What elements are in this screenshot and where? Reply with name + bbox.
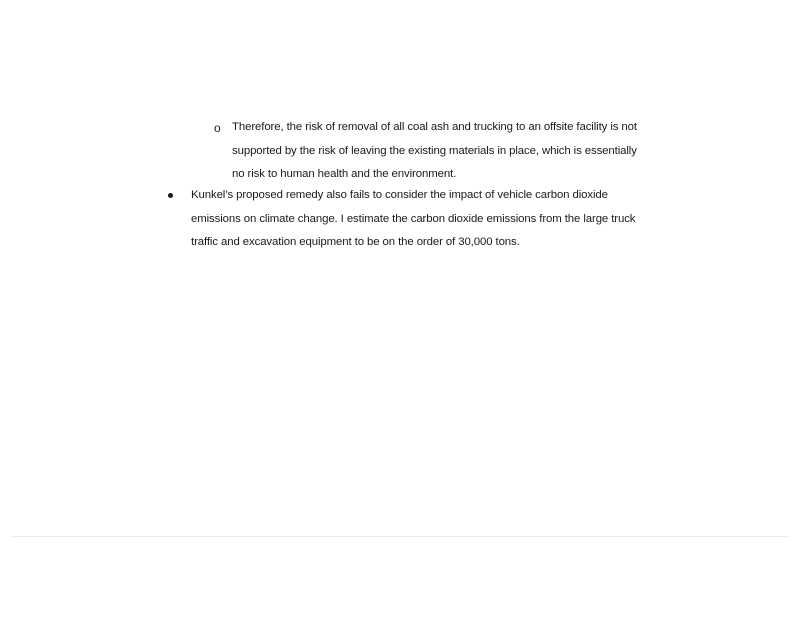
text-line: no risk to human health and the environment. — [232, 168, 457, 180]
hollow-circle-bullet-icon: o — [214, 121, 221, 135]
bullet-text — [191, 184, 667, 255]
text-line: traffic and excavation equipment to be on the order of 30,000 tons. — [191, 236, 520, 248]
text-line: Therefore, the risk of removal of all coal ash and trucking to an offsite facility is not — [232, 121, 637, 133]
text-line: Kunkel’s proposed remedy also fails to consider the impact of vehicle carbon dioxide — [191, 189, 608, 201]
page-divider — [10, 536, 790, 537]
text-line: supported by the risk of leaving the existing materials in place, which is essentially — [232, 144, 637, 157]
sub-bullet-text — [232, 116, 672, 187]
text-line: emissions on climate change. I estimate the carbon dioxide emissions from the large truck — [191, 212, 636, 225]
filled-circle-bullet-icon — [168, 193, 173, 198]
